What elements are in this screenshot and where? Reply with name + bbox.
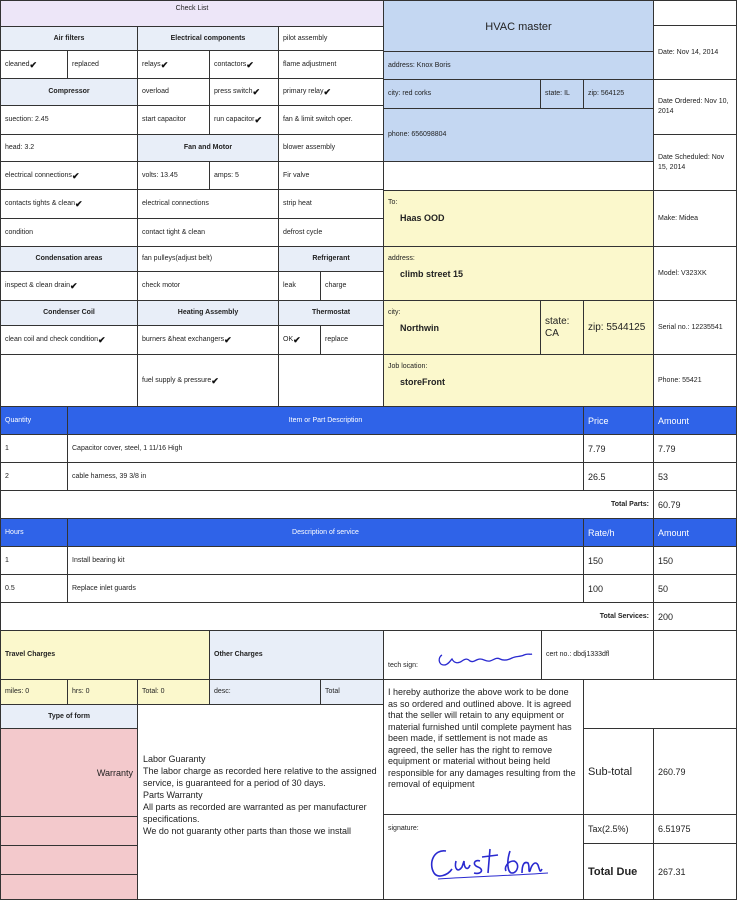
fan-limit-cell[interactable]	[278, 105, 384, 135]
press-switch-cell[interactable]	[209, 78, 279, 106]
fir-valve-cell[interactable]	[278, 161, 384, 190]
check-motor-label: check motor	[142, 282, 181, 289]
services-description-header	[67, 518, 584, 547]
make-cell	[653, 190, 737, 247]
thermostat-replace-cell[interactable]	[320, 325, 384, 355]
check-mark-icon: ✔	[211, 375, 219, 386]
date-scheduled-cell	[653, 134, 737, 191]
contact-tight-clean-cell[interactable]	[137, 218, 279, 247]
other-total-cell[interactable]	[320, 679, 384, 705]
travel-total-cell[interactable]	[137, 679, 210, 705]
flame-adjustment-label: flame adjustment	[283, 60, 337, 68]
other-charges-header	[209, 630, 384, 680]
table-row[interactable]	[67, 462, 584, 491]
customer-city: Northwin	[400, 323, 439, 333]
part-price: 26.5	[588, 471, 606, 482]
compressor-header	[0, 78, 138, 106]
part-qty: 2	[5, 472, 9, 480]
service-hours: 0.5	[5, 584, 15, 592]
total-parts-value-cell	[653, 490, 737, 519]
table-row[interactable]	[67, 434, 584, 463]
table-row[interactable]	[0, 574, 68, 603]
service-amount-header-label: Amount	[658, 527, 690, 538]
fan-limit-label: fan & limit switch oper.	[283, 116, 353, 123]
table-row[interactable]	[583, 546, 654, 575]
labor-guaranty-heading: Labor Guaranty	[143, 754, 206, 764]
thermostat-header	[278, 300, 384, 326]
miles-cell[interactable]	[0, 679, 68, 705]
total-services-label: Total Services:	[599, 612, 649, 620]
check-mark-icon: ✔	[69, 281, 78, 291]
blower-assembly-label: blower assembly	[283, 144, 336, 151]
check-motor-cell[interactable]	[137, 271, 279, 301]
table-row[interactable]	[583, 434, 654, 463]
guaranty-disclaimer: We do not guaranty other parts than those we install	[143, 826, 351, 836]
condensation-areas-label: Condensation areas	[35, 255, 103, 262]
check-mark-icon: ✔	[160, 59, 169, 70]
contacts-tight-cell[interactable]	[0, 189, 138, 219]
parts-quantity-header	[0, 406, 68, 435]
press-switch-label: press switch	[214, 88, 253, 95]
contactors-cell[interactable]	[209, 50, 279, 79]
table-row[interactable]	[583, 462, 654, 491]
start-capacitor-label: start capacitor	[142, 116, 186, 123]
other-total-label: Total	[325, 688, 340, 695]
tax-label: Tax(2.5%)	[588, 824, 629, 834]
hrs-value: hrs: 0	[72, 688, 90, 695]
part-desc: Capacitor cover, steel, 1 11/16 High	[72, 444, 183, 452]
condensation-areas-header	[0, 246, 138, 272]
customer-city-cell[interactable]	[383, 300, 541, 355]
form-type-cell[interactable]	[0, 728, 138, 900]
cleaned-label: cleaned	[5, 60, 30, 68]
table-row[interactable]	[0, 434, 68, 463]
job-location-cell[interactable]	[383, 354, 654, 407]
total-due-value-cell	[653, 843, 737, 900]
empty-cell	[383, 161, 654, 191]
empty-cell	[0, 354, 138, 407]
labor-guaranty-text: The labor charge as recorded here relative to the assigned service, is guaranteed for a period of 30 days.	[143, 766, 377, 788]
table-row[interactable]	[653, 574, 737, 603]
table-row[interactable]	[0, 546, 68, 575]
phone-cell	[653, 354, 737, 407]
volts-cell[interactable]	[137, 161, 210, 190]
services-hours-header	[0, 518, 68, 547]
company-zip-cell	[583, 79, 654, 109]
amount-header-label: Amount	[658, 415, 690, 426]
ok-label: OK	[283, 336, 294, 343]
checklist-title	[0, 0, 384, 27]
company-zip: zip: 564125	[588, 90, 625, 97]
clean-coil-cell[interactable]	[0, 325, 138, 355]
subtotal-label: Sub-total	[588, 765, 633, 778]
inspect-drain-cell[interactable]	[0, 271, 138, 301]
company-phone: phone: 656098804	[388, 131, 447, 138]
part-price: 7.79	[588, 443, 606, 454]
rate-header-label: Rate/h	[588, 527, 615, 538]
table-row[interactable]	[653, 546, 737, 575]
total-parts-value: 60.79	[658, 499, 681, 510]
total-due-value: 267.31	[658, 866, 686, 877]
total-parts-label-cell	[0, 490, 654, 519]
empty-cell	[278, 354, 384, 407]
parts-warranty-text: All parts as recorded are warranted as per manufacturer specifications.	[143, 802, 367, 824]
job-location-label: Job location:	[388, 363, 428, 370]
company-address-cell	[383, 51, 654, 80]
thermostat-label: Thermostat	[311, 309, 351, 316]
table-row[interactable]	[0, 462, 68, 491]
service-hours: 1	[5, 556, 9, 564]
defrost-cycle-cell[interactable]	[278, 218, 384, 247]
phone-value: Phone: 55421	[658, 376, 702, 384]
to-label: To:	[388, 199, 398, 206]
burners-label: burners &heat exchangers	[142, 336, 225, 343]
quantity-header-label: Quantity	[5, 416, 32, 424]
air-filters-label: Air filters	[53, 34, 85, 42]
inspect-drain-label: inspect & clean drain	[5, 282, 70, 289]
cert-no-cell[interactable]	[541, 630, 654, 680]
overload-label: overload	[142, 88, 169, 95]
customer-zip: zip: 5544125	[588, 321, 646, 333]
tax-value: 6.51975	[658, 824, 691, 834]
replace-label: replace	[325, 336, 348, 343]
form-type-label: Type of form	[48, 712, 90, 720]
warranty-text-cell	[137, 704, 384, 900]
clean-coil-label: clean coil and check condition	[5, 336, 99, 343]
contact-tight-clean-label: contact tight & clean	[142, 228, 206, 236]
fuel-supply-cell[interactable]	[137, 354, 279, 407]
check-mark-icon: ✔	[293, 335, 301, 345]
thermostat-ok-cell[interactable]	[278, 325, 321, 355]
tech-signature-drawing	[436, 647, 536, 673]
head-cell[interactable]	[0, 134, 138, 162]
charge-label: charge	[325, 282, 347, 289]
leak-cell[interactable]	[278, 271, 321, 301]
electrical-connections-label: electrical connections	[5, 171, 72, 179]
company-state-cell	[540, 79, 584, 109]
total-services-value: 200	[658, 611, 674, 622]
tech-sign-label: tech sign:	[388, 662, 418, 669]
table-row[interactable]	[67, 546, 584, 575]
relays-cell[interactable]	[137, 50, 210, 79]
fan-motor-header	[137, 134, 279, 162]
cleaned-cell[interactable]	[0, 50, 68, 79]
refrigerant-header	[278, 246, 384, 272]
date-ordered-value: Date Ordered: Nov 10, 2014	[658, 98, 729, 115]
make-value: Make: Midea	[658, 214, 699, 222]
heating-assembly-label: Heating Assembly	[177, 309, 239, 316]
form-type-value: Warranty	[96, 768, 133, 778]
company-name: HVAC master	[485, 21, 552, 33]
customer-address-cell[interactable]	[383, 246, 654, 301]
fuel-supply-label: fuel supply & pressure	[142, 376, 212, 384]
authorization-text-cell	[383, 679, 584, 815]
service-amount: 50	[658, 583, 669, 594]
hrs-cell[interactable]	[67, 679, 138, 705]
city-label: city:	[388, 309, 401, 316]
date-scheduled-value: Date Scheduled: Nov 15, 2014	[658, 153, 725, 171]
electrical-components-header	[137, 26, 279, 51]
services-rate-header	[583, 518, 654, 547]
condenser-coil-header	[0, 300, 138, 326]
customer-signature-drawing	[424, 843, 554, 887]
run-capacitor-cell[interactable]	[209, 105, 279, 135]
cert-no-value: cert no.: dbdj1333dfl	[546, 651, 610, 658]
table-row[interactable]	[653, 434, 737, 463]
fir-valve-label: Fir valve	[283, 171, 310, 179]
fan-pulleys-cell[interactable]	[137, 246, 279, 272]
hours-header-label: Hours	[5, 528, 24, 536]
compressor-label: Compressor	[48, 88, 90, 95]
subtotal-label-cell	[583, 728, 654, 815]
model-cell	[653, 246, 737, 301]
parts-price-header	[583, 406, 654, 435]
customer-address: climb street 15	[400, 269, 464, 279]
signature-label: signature:	[388, 825, 419, 832]
volts-value: volts: 13.45	[142, 171, 178, 179]
date-ordered-cell	[653, 79, 737, 135]
service-desc: Install bearing kit	[72, 556, 125, 564]
address-label: address:	[388, 255, 415, 262]
customer-name: Haas OOD	[400, 213, 445, 223]
check-mark-icon: ✔	[29, 59, 38, 70]
travel-charges-label: Travel Charges	[5, 651, 56, 658]
subtotal-value-cell	[653, 728, 737, 815]
relays-label: relays	[142, 60, 161, 68]
company-city: city: red corks	[388, 90, 432, 97]
empty-cell	[653, 630, 737, 680]
tax-label-cell	[583, 814, 654, 844]
burners-cell[interactable]	[137, 325, 279, 355]
job-location-value: storeFront	[400, 377, 445, 387]
other-charges-label: Other Charges	[214, 651, 263, 658]
service-rate: 100	[588, 583, 604, 594]
strip-heat-label: strip heat	[283, 200, 312, 207]
charge-cell[interactable]	[320, 271, 384, 301]
total-due-label-cell	[583, 843, 654, 900]
fan-pulleys-label: fan pulleys(adjust belt)	[142, 255, 213, 262]
pilot-assembly-cell[interactable]	[278, 26, 384, 51]
serial-cell	[653, 300, 737, 355]
suction-value: suection: 2.45	[5, 116, 49, 123]
other-desc-label: desc:	[214, 688, 231, 695]
other-desc-cell[interactable]	[209, 679, 321, 705]
flame-adjustment-cell[interactable]	[278, 50, 384, 79]
condenser-coil-label: Condenser Coil	[43, 309, 95, 316]
part-qty: 1	[5, 444, 9, 452]
blank-cell	[653, 0, 737, 26]
table-row[interactable]	[583, 574, 654, 603]
air-filters-header	[0, 26, 138, 51]
company-city-cell	[383, 79, 541, 109]
check-mark-icon: ✔	[98, 335, 106, 345]
head-value: head: 3.2	[5, 144, 35, 151]
total-parts-label: Total Parts:	[611, 500, 649, 508]
amps-cell[interactable]	[209, 161, 279, 190]
total-services-label-cell	[0, 602, 654, 631]
heating-assembly-header	[137, 300, 279, 326]
condition-label: condition	[5, 228, 34, 236]
company-state: state: IL	[545, 90, 570, 97]
serial-value: Serial no.: 12235541	[658, 323, 723, 331]
check-mark-icon: ✔	[224, 335, 232, 345]
subtotal-value: 260.79	[658, 766, 686, 777]
price-header-label: Price	[588, 415, 609, 426]
fan-motor-label: Fan and Motor	[183, 144, 233, 151]
primary-relay-label: primary relay	[283, 88, 324, 95]
company-address: address: Knox Boris	[388, 61, 451, 69]
electrical-connections-2-label: electrical connections	[142, 200, 209, 207]
travel-total-value: Total: 0	[142, 688, 165, 695]
service-rate: 150	[588, 555, 604, 566]
form-type-header	[0, 704, 138, 729]
electrical-connections-cell[interactable]	[0, 161, 138, 190]
contacts-tight-label: contacts tights & clean	[5, 200, 76, 207]
pilot-assembly-label: pilot assembly	[283, 34, 328, 42]
overload-cell[interactable]	[137, 78, 210, 106]
leak-label: leak	[283, 282, 296, 289]
date-cell	[653, 25, 737, 80]
amps-value: amps: 5	[214, 171, 239, 179]
travel-charges-header	[0, 630, 210, 680]
check-mark-icon: ✔	[71, 170, 80, 181]
check-mark-icon: ✔	[246, 59, 254, 70]
contactors-label: contactors	[214, 60, 247, 68]
authorization-text: I hereby authorize the above work to be done as so ordered and outlined above. It is agreed that the seller will retain to any equipment or material furnished until complete payment has been made, if settlement is not made as agreed, the seller has the right to remove equipment or material without being held responsible for any damages resulting from the removal of equipment	[388, 687, 576, 789]
defrost-cycle-label: defrost cycle	[283, 228, 323, 236]
refrigerant-label: Refrigerant	[312, 255, 350, 262]
model-value: Model: V323XK	[658, 269, 707, 277]
total-due-label: Total Due	[588, 865, 638, 878]
parts-description-header	[67, 406, 584, 435]
customer-zip-cell[interactable]	[583, 300, 654, 355]
customer-state: state: CA	[545, 315, 570, 339]
miles-value: miles: 0	[5, 688, 30, 695]
table-row[interactable]	[67, 574, 584, 603]
table-row[interactable]	[653, 462, 737, 491]
condition-cell[interactable]	[0, 218, 138, 247]
company-phone-cell	[383, 108, 654, 162]
service-amount: 150	[658, 555, 674, 566]
customer-to-cell[interactable]	[383, 190, 654, 247]
parts-warranty-heading: Parts Warranty	[143, 790, 203, 800]
blower-assembly-cell[interactable]	[278, 134, 384, 162]
part-amount: 7.79	[658, 443, 676, 454]
strip-heat-cell[interactable]	[278, 189, 384, 219]
empty-cell	[583, 679, 737, 729]
company-name-cell	[383, 0, 654, 52]
check-mark-icon: ✔	[254, 115, 263, 125]
customer-state-cell[interactable]	[540, 300, 584, 355]
service-description-header-label: Description of service	[292, 528, 359, 536]
suction-cell[interactable]	[0, 105, 138, 135]
total-services-value-cell	[653, 602, 737, 631]
check-mark-icon: ✔	[252, 87, 261, 97]
check-mark-icon: ✔	[75, 199, 83, 209]
signature-cell[interactable]	[383, 814, 584, 900]
date-value: Date: Nov 14, 2014	[658, 48, 719, 56]
service-desc: Replace inlet guards	[72, 584, 136, 592]
checklist-title-text: Check List	[175, 5, 209, 12]
replaced-label: replaced	[72, 60, 99, 68]
electrical-components-label: Electrical components	[170, 34, 246, 42]
part-amount: 53	[658, 471, 669, 482]
start-capacitor-cell[interactable]	[137, 105, 210, 135]
description-header-label: Item or Part Description	[288, 416, 363, 424]
primary-relay-cell[interactable]	[278, 78, 384, 106]
services-amount-header	[653, 518, 737, 547]
replaced-cell[interactable]	[67, 50, 138, 79]
parts-amount-header	[653, 406, 737, 435]
run-capacitor-label: run capacitor	[214, 116, 255, 123]
tax-value-cell	[653, 814, 737, 844]
electrical-connections-2-cell[interactable]	[137, 189, 279, 219]
check-mark-icon: ✔	[323, 87, 331, 97]
tech-sign-cell[interactable]	[383, 630, 542, 680]
part-desc: cable harness, 39 3/8 in	[72, 472, 147, 480]
